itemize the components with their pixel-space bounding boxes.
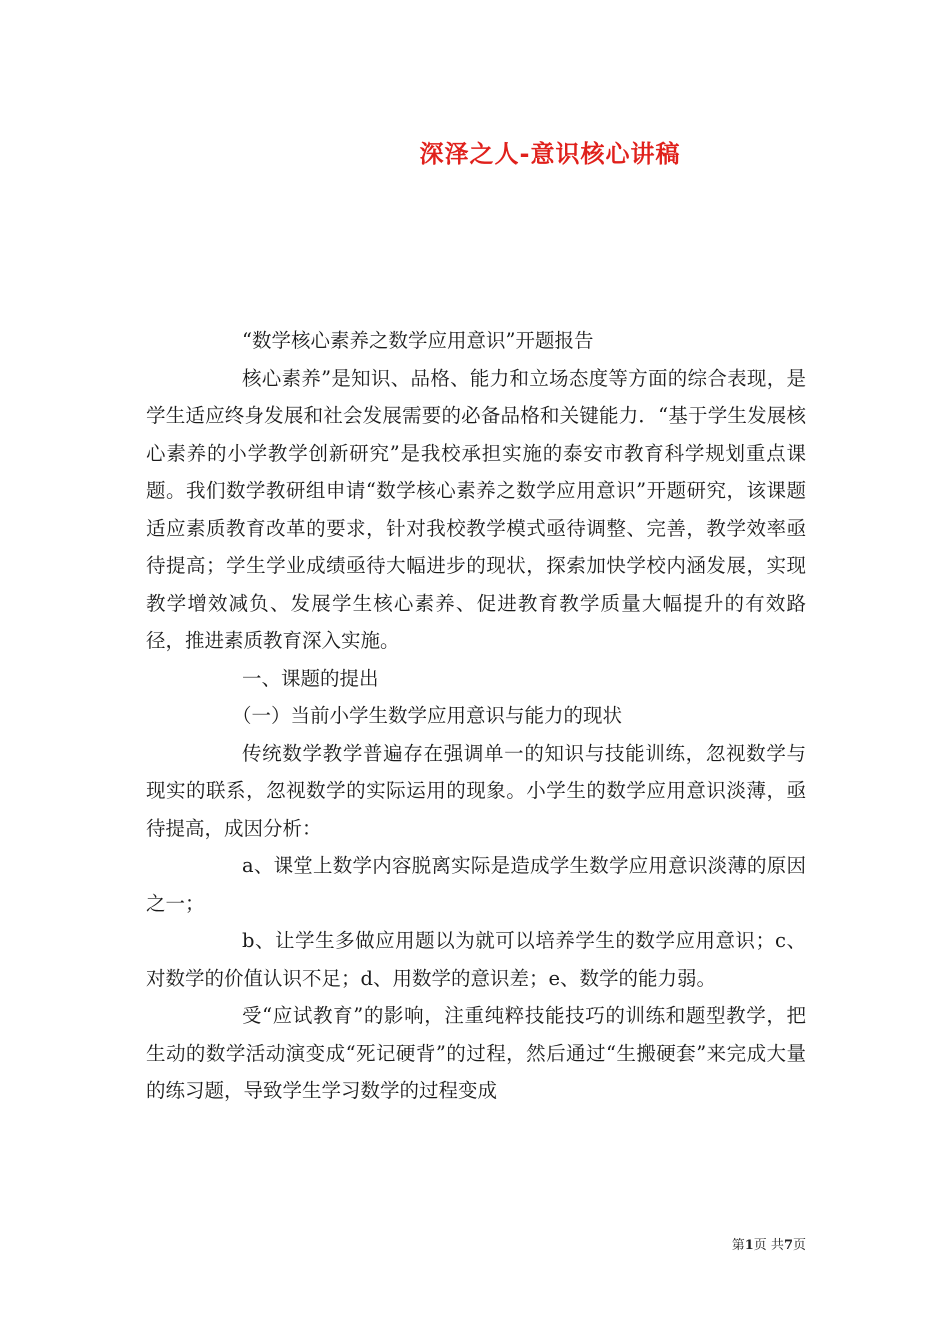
paragraph-traditional-teaching: 传统数学教学普遍存在强调单一的知识与技能训练，忽视数学与现实的联系，忽视数学的实际运用的现象。小学生的数学应用意识淡薄，亟待提高，成因分析： (146, 741, 806, 840)
footer-current-page: 1 (744, 1238, 754, 1253)
paragraph-cause-a: a、课堂上数学内容脱离实际是造成学生数学应用意识淡薄的原因之一； (146, 854, 806, 915)
subsection-heading-1: （一）当前小学生数学应用意识与能力的现状 (232, 704, 623, 727)
footer-prefix: 第 (731, 1238, 745, 1253)
document-title: 深泽之人-意识核心讲稿 (419, 140, 681, 168)
paragraph-cause-b: b、让学生多做应用题以为就可以培养学生的数学应用意识；c、对数学的价值认识不足；d、用数学的意识差；e、数学的能力弱。 (146, 929, 806, 990)
footer-middle: 页 共 (753, 1238, 784, 1253)
page-footer (0, 1234, 806, 1253)
footer-total-pages: 7 (783, 1238, 793, 1253)
footer-suffix: 页 (792, 1238, 806, 1253)
paragraph-exam-education: 受“应试教育”的影响，注重纯粹技能技巧的训练和题型教学，把生动的数学活动演变成“死记硬背”的过程，然后通过“生搬硬套”来完成大量的练习题，导致学生学习数学的过程变成 (146, 1004, 806, 1102)
document-body (146, 322, 806, 1110)
report-heading: “数学核心素养之数学应用意识”开题报告 (242, 329, 594, 352)
paragraph-core-literacy: 核心素养”是知识、品格、能力和立场态度等方面的综合表现，是学生适应终身发展和社会发展需要的必备品格和关键能力．“基于学生发展核心素养的小学教学创新研究”是我校承担实施的泰安市教育科学规划重点课题。我们数学教研组申请“数学核心素养之数学应用意识”开题研究，该课题适应素质教育改革的要求，针对我校教学模式亟待调整、完善，教学效率亟待提高；学生学业成绩亟待大幅进步的现状，探索加快学校内涵发展，实现教学增效减负、发展学生核心素养、促进教育教学质量大幅提升的有效路径，推进素质教育深入实施。 (146, 366, 806, 652)
section-heading-1: 一、课题的提出 (242, 666, 379, 690)
